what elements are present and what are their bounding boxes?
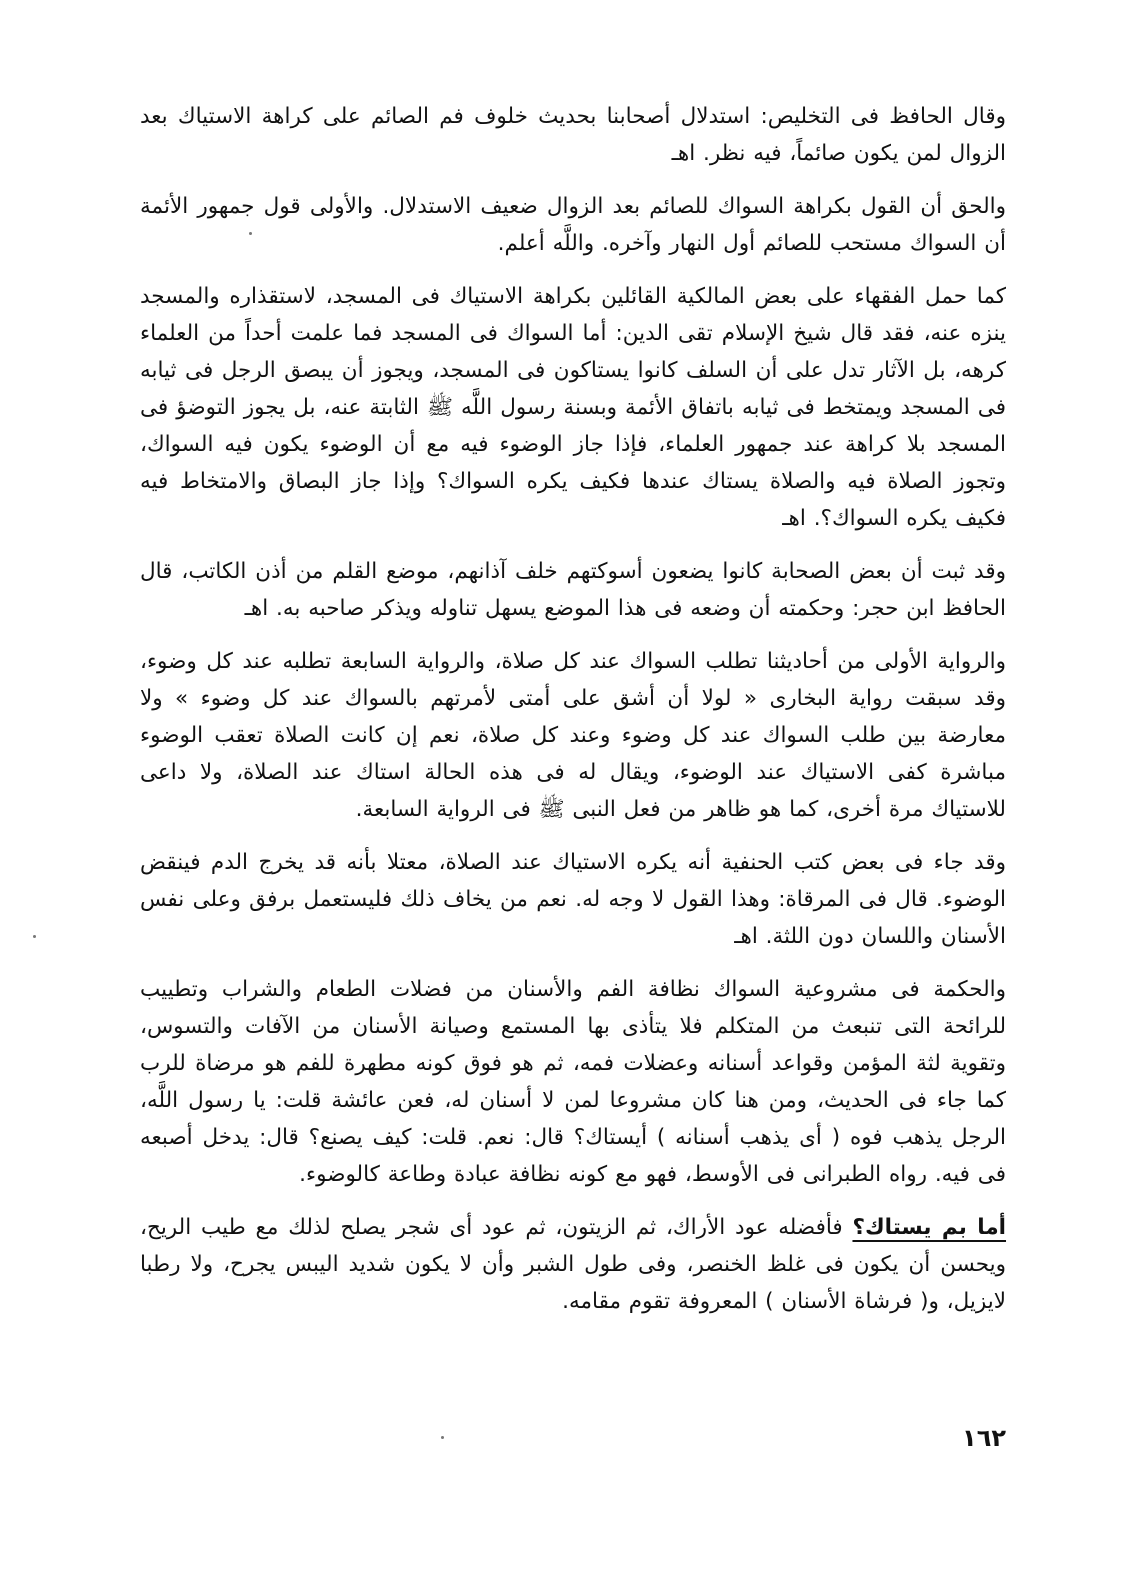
paragraph-3: كما حمل الفقهاء على بعض المالكية القائلين بكراهة الاستياك فى المسجد، لاستقذاره والمسجد ينزه عنه، فقد قال شيخ الإسلام تقى الدين: أما السواك فى المسجد فما علمت أحداً من العلماء كرهه، بل الآثار تدل على أن السلف كانوا يستاكون فى المسجد، ويجوز أن يبصق الرجل فى ثيابه فى المسجد ويمتخط فى ثيابه باتفاق الأئمة وبسنة رسول اللَّه ﷺ الثابتة عنه، بل يجوز التوضؤ فى المسجد بلا كراهة عند جمهور العلماء، فإذا جاز الوضوء فيه مع أن الوضوء يكون فيه السواك، وتجوز الصلاة فيه والصلاة يستاك عندها فكيف يكره السواك؟ وإذا جاز البصاق والامتخاط فيه فكيف يكره السواك؟. اهـ (140, 284, 1006, 531)
body-text (140, 98, 1006, 1336)
scan-speck (441, 1436, 444, 1439)
paragraph-4: وقد ثبت أن بعض الصحابة كانوا يضعون أسوكتهم خلف آذانهم، موضع القلم من أذن الكاتب، قال الحافظ ابن حجر: وحكمته أن وضعه فى هذا الموضع يسهل تناوله ويذكر صاحبه به. اهـ (140, 559, 1006, 621)
scan-speck (33, 935, 36, 938)
section-body: فأفضله عود الأراك، ثم الزيتون، ثم عود أى شجر يصلح لذلك مع طيب الريح، ويحسن أن يكون فى غلظ الخنصر، وفى طول الشبر وأن لا يكون شديد اليبس يجرح، ولا رطبا لايزيل، و( فرشاة الأسنان ) المعروفة تقوم مقامه. (140, 1215, 1006, 1314)
paragraph-1: وقال الحافظ فى التخليص: استدلال أصحابنا بحديث خلوف فم الصائم على كراهة الاستياك بعد الزوال لمن يكون صائماً، فيه نظر. اهـ (140, 104, 1006, 166)
paragraph-6: وقد جاء فى بعض كتب الحنفية أنه يكره الاستياك عند الصلاة، معتلا بأنه قد يخرج الدم فينقض الوضوء. قال فى المرقاة: وهذا القول لا وجه له. نعم من يخاف ذلك فليستعمل برفق وعلى نفس الأسنان واللسان دون اللثة. اهـ (140, 850, 1006, 949)
paragraph-2: والحق أن القول بكراهة السواك للصائم بعد الزوال ضعيف الاستدلال. والأولى قول جمهور الأئمة أن السواك مستحب للصائم أول النهار وآخره. واللَّه أعلم. (140, 194, 1006, 256)
paragraph-5: والرواية الأولى من أحاديثنا تطلب السواك عند كل صلاة، والرواية السابعة تطلبه عند كل وضوء، وقد سبقت رواية البخارى « لولا أن أشق على أمتى لأمرتهم بالسواك عند كل وضوء » ولا معارضة بين طلب السواك عند كل وضوء وعند كل صلاة، نعم إن كانت الصلاة تعقب الوضوء مباشرة كفى الاستياك عند الوضوء، ويقال له فى هذه الحالة استاك عند الصلاة، ولا داعى للاستياك مرة أخرى، كما هو ظاهر من فعل النبى ﷺ فى الرواية السابعة. (140, 649, 1006, 822)
section-heading: أما بم يستاك؟ (852, 1215, 1007, 1240)
page-number: ١٦٢ (962, 1424, 1006, 1452)
scan-speck (249, 232, 252, 235)
paragraph-8 (140, 1209, 1006, 1320)
paragraph-7: والحكمة فى مشروعية السواك نظافة الفم والأسنان من فضلات الطعام والشراب وتطييب للرائحة التى تنبعث من المتكلم فلا يتأذى بها المستمع وصيانة الأسنان من الآفات والتسوس، وتقوية لثة المؤمن وقواعد أسنانه وعضلات فمه، ثم هو فوق كونه مطهرة للفم هو مرضاة للرب كما جاء فى الحديث، ومن هنا كان مشروعا لمن لا أسنان له، فعن عائشة قلت: يا رسول اللَّه، الرجل يذهب فوه ( أى يذهب أسنانه ) أيستاك؟ قال: نعم. قلت: كيف يصنع؟ قال: يدخل أصبعه فى فيه. رواه الطبرانى فى الأوسط، فهو مع كونه نظافة عبادة وطاعة كالوضوء. (140, 977, 1006, 1187)
